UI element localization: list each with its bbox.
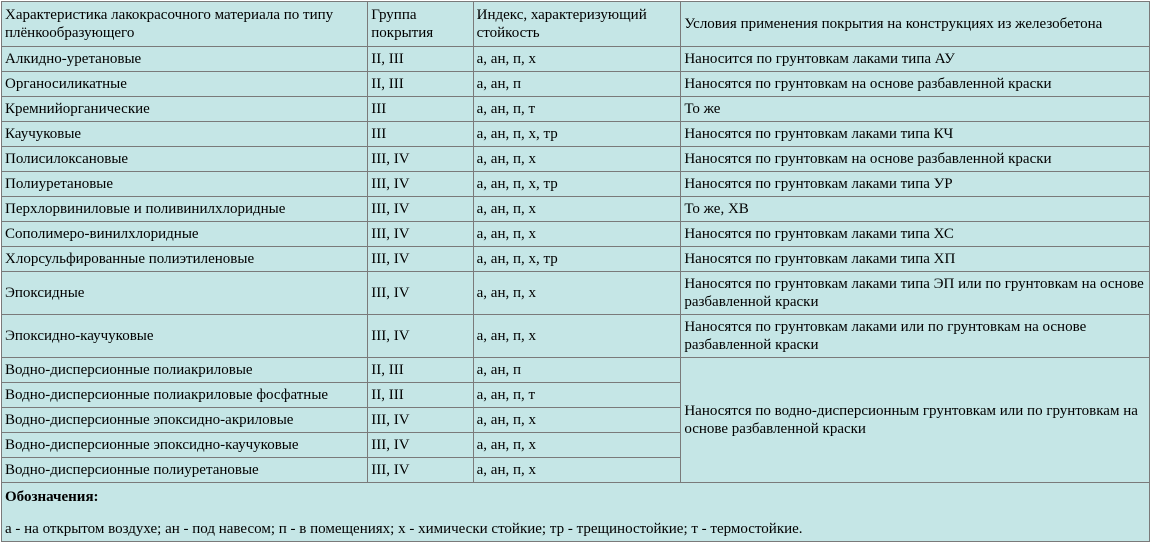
cell-index: а, ан, п, х, тр — [474, 122, 681, 146]
cell-group: III, IV — [368, 458, 472, 482]
cell-index: а, ан, п, х — [474, 433, 681, 457]
cell-condition: Наносится по грунтовкам лаками типа АУ — [681, 47, 1149, 71]
cell-material: Водно-дисперсионные эпоксидно-каучуковые — [2, 433, 367, 457]
cell-material: Полиуретановые — [2, 172, 367, 196]
cell-material: Перхлорвиниловые и поливинилхлоридные — [2, 197, 367, 221]
cell-group: III, IV — [368, 247, 472, 271]
cell-group: III, IV — [368, 433, 472, 457]
cell-condition: Наносятся по грунтовкам лаками типа ХС — [681, 222, 1149, 246]
cell-group: II, III — [368, 383, 472, 407]
table-row — [2, 315, 1149, 357]
cell-index: а, ан, п, х — [474, 408, 681, 432]
cell-material: Органосиликатные — [2, 72, 367, 96]
cell-group: III, IV — [368, 408, 472, 432]
cell-condition: Наносятся по грунтовкам на основе разбавленной краски — [681, 72, 1149, 96]
cell-group: III, IV — [368, 315, 472, 357]
table-row — [2, 247, 1149, 271]
notes-legend: а - на открытом воздухе; ан - под навесом; п - в помещениях; х - химически стойкие; тр - трещиностойкие; т - термостойкие. — [5, 521, 803, 537]
cell-condition: Наносятся по грунтовкам лаками типа ЭП или по грунтовкам на основе разбавленной краски — [681, 272, 1149, 314]
cell-material: Эпоксидные — [2, 272, 367, 314]
cell-index: а, ан, п, х, тр — [474, 247, 681, 271]
cell-condition: Наносятся по грунтовкам на основе разбавленной краски — [681, 147, 1149, 171]
cell-condition: Наносятся по грунтовкам лаками или по грунтовкам на основе разбавленной краски — [681, 315, 1149, 357]
cell-group: II, III — [368, 358, 472, 382]
table-row — [2, 97, 1149, 121]
cell-group: III, IV — [368, 222, 472, 246]
cell-material: Эпоксидно-каучуковые — [2, 315, 367, 357]
cell-index: а, ан, п, т — [474, 383, 681, 407]
table-row — [2, 197, 1149, 221]
coatings-table — [1, 1, 1150, 542]
cell-group: II, III — [368, 72, 472, 96]
cell-group: II, III — [368, 47, 472, 71]
cell-group: III, IV — [368, 197, 472, 221]
table-row — [2, 272, 1149, 314]
cell-index: а, ан, п, х — [474, 272, 681, 314]
cell-group: III — [368, 97, 472, 121]
cell-index: а, ан, п — [474, 358, 681, 382]
cell-index: а, ан, п, х — [474, 222, 681, 246]
table-row — [2, 122, 1149, 146]
cell-material: Водно-дисперсионные полиакриловые — [2, 358, 367, 382]
table-row — [2, 172, 1149, 196]
notes-row — [2, 483, 1149, 541]
cell-index: а, ан, п — [474, 72, 681, 96]
cell-condition: То же — [681, 97, 1149, 121]
cell-condition: То же, ХВ — [681, 197, 1149, 221]
cell-group: III, IV — [368, 147, 472, 171]
cell-material: Кремнийорганические — [2, 97, 367, 121]
cell-condition: Наносятся по грунтовкам лаками типа УР — [681, 172, 1149, 196]
cell-material: Водно-дисперсионные эпоксидно-акриловые — [2, 408, 367, 432]
notes-title: Обозначения: — [5, 489, 99, 505]
cell-index: а, ан, п, т — [474, 97, 681, 121]
cell-material: Алкидно-уретановые — [2, 47, 367, 71]
header-group: Группа покрытия — [368, 2, 472, 46]
table-row — [2, 222, 1149, 246]
header-index: Индекс, характеризующий стойкость — [474, 2, 681, 46]
cell-condition: Наносятся по грунтовкам лаками типа КЧ — [681, 122, 1149, 146]
cell-index: а, ан, п, х — [474, 458, 681, 482]
table-header-row — [2, 2, 1149, 46]
cell-material: Каучуковые — [2, 122, 367, 146]
header-condition: Условия применения покрытия на конструкциях из железобетона — [681, 2, 1149, 46]
cell-material: Полисилоксановые — [2, 147, 367, 171]
cell-index: а, ан, п, х — [474, 197, 681, 221]
cell-condition: Наносятся по грунтовкам лаками типа ХП — [681, 247, 1149, 271]
cell-group: III — [368, 122, 472, 146]
cell-group: III, IV — [368, 172, 472, 196]
cell-material: Хлорсульфированные полиэтиленовые — [2, 247, 367, 271]
cell-index: а, ан, п, х — [474, 47, 681, 71]
cell-index: а, ан, п, х, тр — [474, 172, 681, 196]
cell-material: Водно-дисперсионные полиуретановые — [2, 458, 367, 482]
cell-condition-merged: Наносятся по водно-дисперсионным грунтовкам или по грунтовкам на основе разбавленной краски — [681, 358, 1149, 482]
table-row — [2, 47, 1149, 71]
table-row — [2, 72, 1149, 96]
table-row — [2, 358, 1149, 382]
cell-group: III, IV — [368, 272, 472, 314]
cell-material: Сополимеро-винилхлоридные — [2, 222, 367, 246]
cell-material: Водно-дисперсионные полиакриловые фосфатные — [2, 383, 367, 407]
notes-cell — [2, 483, 1149, 541]
cell-index: а, ан, п, х — [474, 315, 681, 357]
cell-index: а, ан, п, х — [474, 147, 681, 171]
header-material: Характеристика лакокрасочного материала по типу плёнкообразующего — [2, 2, 367, 46]
table-row — [2, 147, 1149, 171]
